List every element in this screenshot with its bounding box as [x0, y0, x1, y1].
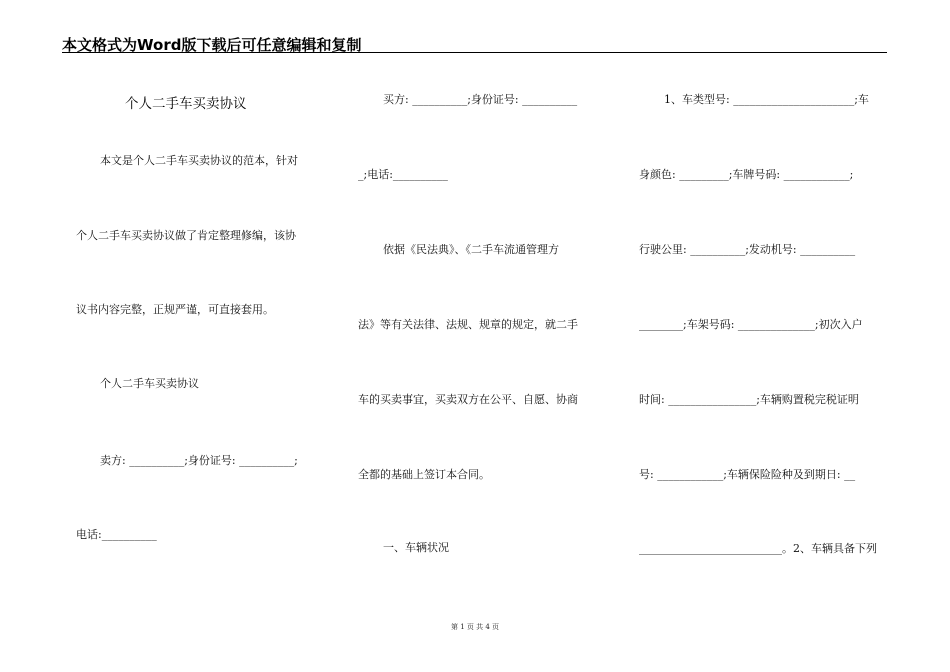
col2-section-heading: 一、车辆状况 [383, 541, 449, 554]
col1-line-6: 电话:__________ [76, 528, 157, 541]
col1-line-5: 卖方: __________;身份证号: __________; [100, 454, 298, 467]
page-header-title: 本文格式为Word版下载后可任意编辑和复制 [62, 36, 362, 54]
col3-line-4: ________;车架号码: ______________;初次入户 [639, 318, 863, 331]
col3-line-5: 时间: ________________;车辆购置税完税证明 [639, 393, 859, 406]
col2-line-6: 全都的基础上签订本合同。 [358, 468, 490, 481]
header-divider [62, 52, 887, 53]
col3-line-6: 号: ____________;车辆保险险种及到期日: __ [639, 468, 856, 481]
col2-line-4: 法》等有关法律、法规、规章的规定，就二手 [358, 318, 578, 331]
col2-line-1: 买方: __________;身份证号: __________ [383, 93, 578, 106]
col1-line-4: 个人二手车买卖协议 [100, 377, 199, 390]
col2-line-3: 依据《民法典》、《二手车流通管理方 [383, 243, 559, 256]
page-number: 第 1 页 共 4 页 [450, 623, 500, 631]
col3-line-3: 行驶公里: __________;发动机号: __________ [639, 243, 856, 256]
col1-line-2: 个人二手车买卖协议做了肯定整理修编，该协 [76, 229, 296, 242]
col1-line-3: 议书内容完整，正规严谨，可直接套用。 [76, 303, 274, 316]
document-title: 个人二手车买卖协议 [125, 96, 247, 112]
col1-line-1: 本文是个人二手车买卖协议的范本，针对 [100, 154, 298, 167]
col3-line-1: 1、车类型号: ______________________;车 [664, 93, 869, 106]
col2-line-5: 车的买卖事宜，买卖双方在公平、自愿、协商 [358, 393, 578, 406]
col3-line-2: 身颜色: _________;车牌号码: ____________; [639, 168, 854, 181]
col2-line-2: _;电话:__________ [358, 168, 448, 181]
col3-line-7: __________________________。2、车辆具备下列 [639, 542, 877, 555]
